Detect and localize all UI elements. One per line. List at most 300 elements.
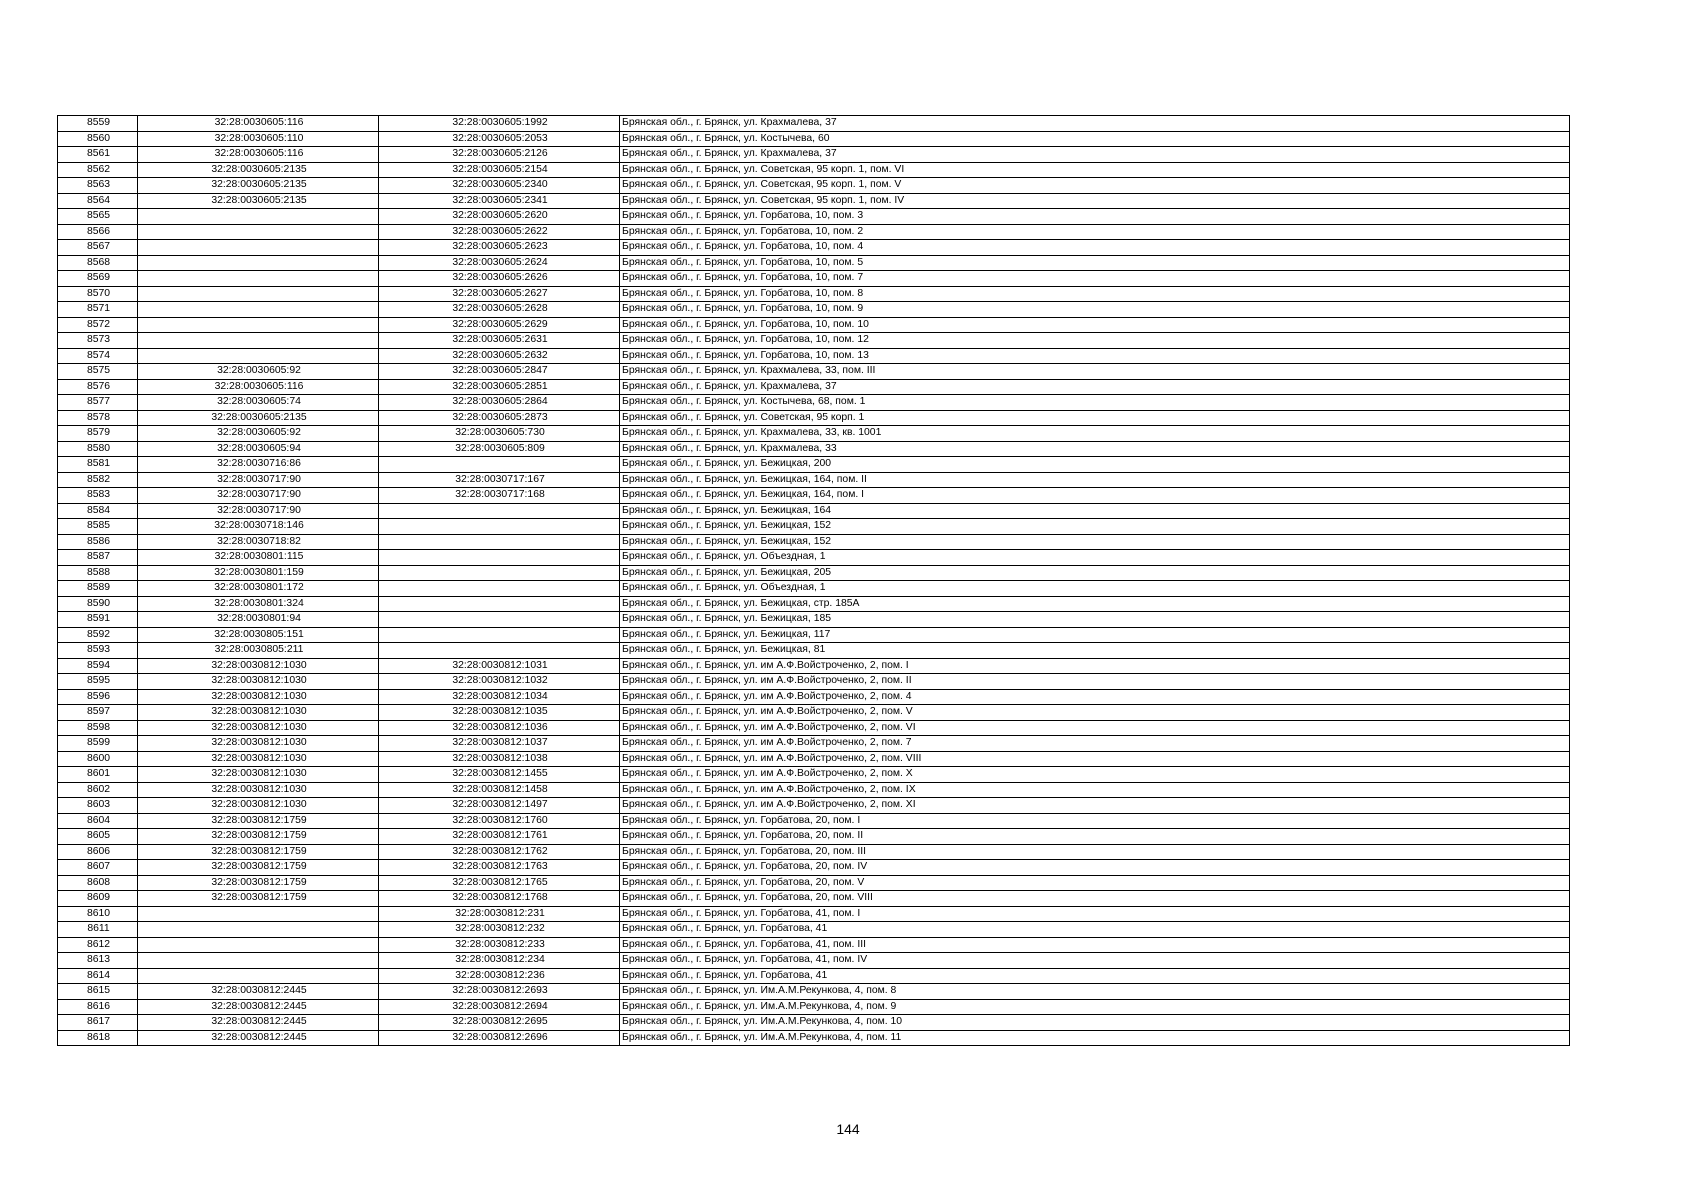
- registry-table: [57, 115, 1570, 1046]
- cadastral-number-cell: 32:28:0030812:2694: [379, 999, 620, 1015]
- address-cell: Брянская обл., г. Брянск, ул. Горбатова, 10, пом. 5: [620, 255, 1570, 271]
- address-cell: Брянская обл., г. Брянск, ул. Крахмалева, 33: [620, 441, 1570, 457]
- table-row: [58, 286, 1570, 302]
- row-number-cell: 8570: [58, 286, 138, 302]
- address-cell: Брянская обл., г. Брянск, ул. Крахмалева, 33, кв. 1001: [620, 426, 1570, 442]
- table-row: [58, 736, 1570, 752]
- row-number-cell: 8562: [58, 162, 138, 178]
- cadastral-number-cell: 32:28:0030812:1458: [379, 782, 620, 798]
- row-number-cell: 8560: [58, 131, 138, 147]
- cadastral-number-cell: 32:28:0030812:231: [379, 906, 620, 922]
- table-row: [58, 550, 1570, 566]
- table-row: [58, 379, 1570, 395]
- row-number-cell: 8599: [58, 736, 138, 752]
- cadastral-number-cell: 32:28:0030717:167: [379, 472, 620, 488]
- cadastral-number-cell: 32:28:0030812:1761: [379, 829, 620, 845]
- cadastral-number-cell: 32:28:0030605:2620: [379, 209, 620, 225]
- row-number-cell: 8603: [58, 798, 138, 814]
- row-number-cell: 8596: [58, 689, 138, 705]
- parent-cadastral-number-cell: 32:28:0030801:94: [138, 612, 379, 628]
- row-number-cell: 8602: [58, 782, 138, 798]
- cadastral-number-cell: 32:28:0030605:2154: [379, 162, 620, 178]
- row-number-cell: 8566: [58, 224, 138, 240]
- parent-cadastral-number-cell: [138, 209, 379, 225]
- parent-cadastral-number-cell: [138, 333, 379, 349]
- table-row: [58, 751, 1570, 767]
- address-cell: Брянская обл., г. Брянск, ул. им А.Ф.Войстроченко, 2, пом. VIII: [620, 751, 1570, 767]
- row-number-cell: 8607: [58, 860, 138, 876]
- table-row: [58, 922, 1570, 938]
- address-cell: Брянская обл., г. Брянск, ул. им А.Ф.Войстроченко, 2, пом. 7: [620, 736, 1570, 752]
- cadastral-number-cell: 32:28:0030605:1992: [379, 116, 620, 132]
- cadastral-number-cell: 32:28:0030605:2126: [379, 147, 620, 163]
- address-cell: Брянская обл., г. Брянск, ул. им А.Ф.Войстроченко, 2, пом. I: [620, 658, 1570, 674]
- address-cell: Брянская обл., г. Брянск, ул. Им.А.М.Рекункова, 4, пом. 10: [620, 1015, 1570, 1031]
- address-cell: Брянская обл., г. Брянск, ул. Объездная, 1: [620, 550, 1570, 566]
- table-row: [58, 472, 1570, 488]
- cadastral-number-cell: 32:28:0030812:1497: [379, 798, 620, 814]
- address-cell: Брянская обл., г. Брянск, ул. Советская, 95 корп. 1: [620, 410, 1570, 426]
- table-row: [58, 255, 1570, 271]
- row-number-cell: 8609: [58, 891, 138, 907]
- table-row: [58, 658, 1570, 674]
- row-number-cell: 8589: [58, 581, 138, 597]
- parent-cadastral-number-cell: 32:28:0030801:159: [138, 565, 379, 581]
- cadastral-number-cell: [379, 550, 620, 566]
- address-cell: Брянская обл., г. Брянск, ул. Горбатова, 41, пом. IV: [620, 953, 1570, 969]
- row-number-cell: 8610: [58, 906, 138, 922]
- parent-cadastral-number-cell: 32:28:0030716:86: [138, 457, 379, 473]
- parent-cadastral-number-cell: [138, 286, 379, 302]
- parent-cadastral-number-cell: 32:28:0030801:324: [138, 596, 379, 612]
- table-row: [58, 627, 1570, 643]
- row-number-cell: 8618: [58, 1030, 138, 1046]
- parent-cadastral-number-cell: 32:28:0030605:116: [138, 116, 379, 132]
- table-row: [58, 519, 1570, 535]
- parent-cadastral-number-cell: 32:28:0030805:151: [138, 627, 379, 643]
- parent-cadastral-number-cell: 32:28:0030801:172: [138, 581, 379, 597]
- cadastral-number-cell: 32:28:0030605:2053: [379, 131, 620, 147]
- cadastral-number-cell: 32:28:0030812:1031: [379, 658, 620, 674]
- address-cell: Брянская обл., г. Брянск, ул. Горбатова, 10, пом. 3: [620, 209, 1570, 225]
- parent-cadastral-number-cell: 32:28:0030812:1030: [138, 674, 379, 690]
- parent-cadastral-number-cell: 32:28:0030605:116: [138, 147, 379, 163]
- cadastral-number-cell: 32:28:0030812:1034: [379, 689, 620, 705]
- table-row: [58, 782, 1570, 798]
- cadastral-number-cell: [379, 612, 620, 628]
- parent-cadastral-number-cell: 32:28:0030605:92: [138, 364, 379, 380]
- table-row: [58, 162, 1570, 178]
- table-row: [58, 441, 1570, 457]
- cadastral-number-cell: 32:28:0030812:1038: [379, 751, 620, 767]
- row-number-cell: 8597: [58, 705, 138, 721]
- parent-cadastral-number-cell: 32:28:0030812:1030: [138, 736, 379, 752]
- address-cell: Брянская обл., г. Брянск, ул. Горбатова, 10, пом. 9: [620, 302, 1570, 318]
- row-number-cell: 8574: [58, 348, 138, 364]
- row-number-cell: 8561: [58, 147, 138, 163]
- cadastral-number-cell: [379, 534, 620, 550]
- row-number-cell: 8569: [58, 271, 138, 287]
- row-number-cell: 8608: [58, 875, 138, 891]
- row-number-cell: 8582: [58, 472, 138, 488]
- address-cell: Брянская обл., г. Брянск, ул. Бежицкая, 205: [620, 565, 1570, 581]
- table-row: [58, 984, 1570, 1000]
- row-number-cell: 8581: [58, 457, 138, 473]
- cadastral-number-cell: 32:28:0030605:2628: [379, 302, 620, 318]
- address-cell: Брянская обл., г. Брянск, ул. Костычева, 60: [620, 131, 1570, 147]
- table-row: [58, 395, 1570, 411]
- table-row: [58, 767, 1570, 783]
- table-row: [58, 209, 1570, 225]
- row-number-cell: 8584: [58, 503, 138, 519]
- parent-cadastral-number-cell: 32:28:0030812:1759: [138, 860, 379, 876]
- parent-cadastral-number-cell: [138, 317, 379, 333]
- table-row: [58, 503, 1570, 519]
- parent-cadastral-number-cell: 32:28:0030812:1030: [138, 798, 379, 814]
- address-cell: Брянская обл., г. Брянск, ул. Бежицкая, 81: [620, 643, 1570, 659]
- row-number-cell: 8564: [58, 193, 138, 209]
- row-number-cell: 8575: [58, 364, 138, 380]
- parent-cadastral-number-cell: 32:28:0030718:146: [138, 519, 379, 535]
- address-cell: Брянская обл., г. Брянск, ул. Горбатова, 10, пом. 8: [620, 286, 1570, 302]
- address-cell: Брянская обл., г. Брянск, ул. Горбатова, 10, пом. 12: [620, 333, 1570, 349]
- address-cell: Брянская обл., г. Брянск, ул. Горбатова, 20, пом. V: [620, 875, 1570, 891]
- address-cell: Брянская обл., г. Брянск, ул. Горбатова, 10, пом. 13: [620, 348, 1570, 364]
- parent-cadastral-number-cell: 32:28:0030717:90: [138, 472, 379, 488]
- table-row: [58, 999, 1570, 1015]
- address-cell: Брянская обл., г. Брянск, ул. им А.Ф.Войстроченко, 2, пом. VI: [620, 720, 1570, 736]
- parent-cadastral-number-cell: 32:28:0030812:1030: [138, 751, 379, 767]
- table-row: [58, 643, 1570, 659]
- parent-cadastral-number-cell: 32:28:0030605:92: [138, 426, 379, 442]
- address-cell: Брянская обл., г. Брянск, ул. Горбатова, 20, пом. VIII: [620, 891, 1570, 907]
- address-cell: Брянская обл., г. Брянск, ул. им А.Ф.Войстроченко, 2, пом. 4: [620, 689, 1570, 705]
- row-number-cell: 8594: [58, 658, 138, 674]
- address-cell: Брянская обл., г. Брянск, ул. им А.Ф.Войстроченко, 2, пом. V: [620, 705, 1570, 721]
- parent-cadastral-number-cell: 32:28:0030717:90: [138, 503, 379, 519]
- cadastral-number-cell: 32:28:0030812:1037: [379, 736, 620, 752]
- table-row: [58, 488, 1570, 504]
- address-cell: Брянская обл., г. Брянск, ул. Крахмалева, 37: [620, 379, 1570, 395]
- table-row: [58, 116, 1570, 132]
- address-cell: Брянская обл., г. Брянск, ул. Бежицкая, 185: [620, 612, 1570, 628]
- parent-cadastral-number-cell: 32:28:0030605:110: [138, 131, 379, 147]
- row-number-cell: 8559: [58, 116, 138, 132]
- table-row: [58, 875, 1570, 891]
- table-row: [58, 705, 1570, 721]
- address-cell: Брянская обл., г. Брянск, ул. Бежицкая, 152: [620, 534, 1570, 550]
- row-number-cell: 8572: [58, 317, 138, 333]
- parent-cadastral-number-cell: 32:28:0030812:1030: [138, 767, 379, 783]
- parent-cadastral-number-cell: [138, 348, 379, 364]
- row-number-cell: 8606: [58, 844, 138, 860]
- cadastral-number-cell: 32:28:0030812:1032: [379, 674, 620, 690]
- table-row: [58, 689, 1570, 705]
- address-cell: Брянская обл., г. Брянск, ул. Горбатова, 41: [620, 922, 1570, 938]
- parent-cadastral-number-cell: 32:28:0030812:1030: [138, 720, 379, 736]
- parent-cadastral-number-cell: 32:28:0030812:1030: [138, 705, 379, 721]
- cadastral-number-cell: 32:28:0030605:2629: [379, 317, 620, 333]
- parent-cadastral-number-cell: 32:28:0030812:2445: [138, 984, 379, 1000]
- cadastral-number-cell: 32:28:0030605:2622: [379, 224, 620, 240]
- parent-cadastral-number-cell: [138, 255, 379, 271]
- cadastral-number-cell: 32:28:0030812:2695: [379, 1015, 620, 1031]
- address-cell: Брянская обл., г. Брянск, ул. Советская, 95 корп. 1, пом. V: [620, 178, 1570, 194]
- row-number-cell: 8601: [58, 767, 138, 783]
- cadastral-number-cell: [379, 519, 620, 535]
- parent-cadastral-number-cell: 32:28:0030812:1759: [138, 829, 379, 845]
- address-cell: Брянская обл., г. Брянск, ул. им А.Ф.Войстроченко, 2, пом. XI: [620, 798, 1570, 814]
- row-number-cell: 8580: [58, 441, 138, 457]
- parent-cadastral-number-cell: 32:28:0030605:2135: [138, 178, 379, 194]
- table-row: [58, 798, 1570, 814]
- row-number-cell: 8583: [58, 488, 138, 504]
- table-row: [58, 581, 1570, 597]
- row-number-cell: 8563: [58, 178, 138, 194]
- cadastral-number-cell: 32:28:0030812:232: [379, 922, 620, 938]
- row-number-cell: 8616: [58, 999, 138, 1015]
- table-row: [58, 565, 1570, 581]
- parent-cadastral-number-cell: 32:28:0030801:115: [138, 550, 379, 566]
- registry-table-body: [58, 116, 1570, 1046]
- parent-cadastral-number-cell: [138, 224, 379, 240]
- row-number-cell: 8586: [58, 534, 138, 550]
- address-cell: Брянская обл., г. Брянск, ул. Объездная, 1: [620, 581, 1570, 597]
- cadastral-number-cell: 32:28:0030812:236: [379, 968, 620, 984]
- table-row: [58, 720, 1570, 736]
- row-number-cell: 8604: [58, 813, 138, 829]
- row-number-cell: 8598: [58, 720, 138, 736]
- address-cell: Брянская обл., г. Брянск, ул. Горбатова, 41, пом. III: [620, 937, 1570, 953]
- cadastral-number-cell: 32:28:0030812:233: [379, 937, 620, 953]
- table-row: [58, 426, 1570, 442]
- address-cell: Брянская обл., г. Брянск, ул. Горбатова, 20, пом. III: [620, 844, 1570, 860]
- address-cell: Брянская обл., г. Брянск, ул. Им.А.М.Рекункова, 4, пом. 9: [620, 999, 1570, 1015]
- table-row: [58, 333, 1570, 349]
- table-row: [58, 457, 1570, 473]
- cadastral-number-cell: [379, 596, 620, 612]
- table-row: [58, 829, 1570, 845]
- table-row: [58, 240, 1570, 256]
- row-number-cell: 8612: [58, 937, 138, 953]
- table-row: [58, 410, 1570, 426]
- address-cell: Брянская обл., г. Брянск, ул. Горбатова, 20, пом. I: [620, 813, 1570, 829]
- cadastral-number-cell: 32:28:0030812:234: [379, 953, 620, 969]
- cadastral-number-cell: [379, 457, 620, 473]
- cadastral-number-cell: 32:28:0030812:2696: [379, 1030, 620, 1046]
- parent-cadastral-number-cell: 32:28:0030812:2445: [138, 999, 379, 1015]
- address-cell: Брянская обл., г. Брянск, ул. им А.Ф.Войстроченко, 2, пом. X: [620, 767, 1570, 783]
- table-row: [58, 178, 1570, 194]
- cadastral-number-cell: 32:28:0030812:1035: [379, 705, 620, 721]
- parent-cadastral-number-cell: 32:28:0030605:74: [138, 395, 379, 411]
- parent-cadastral-number-cell: 32:28:0030812:2445: [138, 1030, 379, 1046]
- parent-cadastral-number-cell: [138, 968, 379, 984]
- table-row: [58, 224, 1570, 240]
- table-row: [58, 968, 1570, 984]
- parent-cadastral-number-cell: 32:28:0030717:90: [138, 488, 379, 504]
- row-number-cell: 8565: [58, 209, 138, 225]
- address-cell: Брянская обл., г. Брянск, ул. Им.А.М.Рекункова, 4, пом. 8: [620, 984, 1570, 1000]
- cadastral-number-cell: 32:28:0030605:2623: [379, 240, 620, 256]
- cadastral-number-cell: 32:28:0030605:2847: [379, 364, 620, 380]
- cadastral-number-cell: [379, 503, 620, 519]
- row-number-cell: 8573: [58, 333, 138, 349]
- row-number-cell: 8588: [58, 565, 138, 581]
- address-cell: Брянская обл., г. Брянск, ул. Горбатова, 41, пом. I: [620, 906, 1570, 922]
- table-row: [58, 596, 1570, 612]
- table-row: [58, 271, 1570, 287]
- address-cell: Брянская обл., г. Брянск, ул. им А.Ф.Войстроченко, 2, пом. IX: [620, 782, 1570, 798]
- row-number-cell: 8578: [58, 410, 138, 426]
- parent-cadastral-number-cell: 32:28:0030805:211: [138, 643, 379, 659]
- row-number-cell: 8567: [58, 240, 138, 256]
- address-cell: Брянская обл., г. Брянск, ул. Горбатова, 20, пом. IV: [620, 860, 1570, 876]
- page-number: 144: [836, 1121, 860, 1137]
- table-row: [58, 953, 1570, 969]
- address-cell: Брянская обл., г. Брянск, ул. Крахмалева, 37: [620, 116, 1570, 132]
- table-row: [58, 317, 1570, 333]
- cadastral-number-cell: [379, 565, 620, 581]
- cadastral-number-cell: 32:28:0030717:168: [379, 488, 620, 504]
- address-cell: Брянская обл., г. Брянск, ул. им А.Ф.Войстроченко, 2, пом. II: [620, 674, 1570, 690]
- cadastral-number-cell: 32:28:0030605:730: [379, 426, 620, 442]
- parent-cadastral-number-cell: 32:28:0030812:1759: [138, 844, 379, 860]
- parent-cadastral-number-cell: 32:28:0030605:2135: [138, 193, 379, 209]
- table-row: [58, 860, 1570, 876]
- cadastral-number-cell: 32:28:0030812:1765: [379, 875, 620, 891]
- table-row: [58, 891, 1570, 907]
- table-row: [58, 131, 1570, 147]
- cadastral-number-cell: 32:28:0030812:1762: [379, 844, 620, 860]
- parent-cadastral-number-cell: [138, 937, 379, 953]
- table-row: [58, 813, 1570, 829]
- parent-cadastral-number-cell: 32:28:0030605:116: [138, 379, 379, 395]
- row-number-cell: 8615: [58, 984, 138, 1000]
- row-number-cell: 8585: [58, 519, 138, 535]
- cadastral-number-cell: 32:28:0030605:2851: [379, 379, 620, 395]
- table-row: [58, 348, 1570, 364]
- parent-cadastral-number-cell: [138, 922, 379, 938]
- address-cell: Брянская обл., г. Брянск, ул. Горбатова, 41: [620, 968, 1570, 984]
- cadastral-number-cell: 32:28:0030812:2693: [379, 984, 620, 1000]
- address-cell: Брянская обл., г. Брянск, ул. Бежицкая, 164, пом. II: [620, 472, 1570, 488]
- cadastral-number-cell: 32:28:0030605:2627: [379, 286, 620, 302]
- parent-cadastral-number-cell: 32:28:0030605:94: [138, 441, 379, 457]
- parent-cadastral-number-cell: 32:28:0030605:2135: [138, 162, 379, 178]
- parent-cadastral-number-cell: [138, 240, 379, 256]
- address-cell: Брянская обл., г. Брянск, ул. Бежицкая, 164: [620, 503, 1570, 519]
- address-cell: Брянская обл., г. Брянск, ул. Крахмалева, 37: [620, 147, 1570, 163]
- cadastral-number-cell: 32:28:0030812:1768: [379, 891, 620, 907]
- cadastral-number-cell: 32:28:0030605:2341: [379, 193, 620, 209]
- row-number-cell: 8587: [58, 550, 138, 566]
- table-row: [58, 674, 1570, 690]
- cadastral-number-cell: 32:28:0030605:2626: [379, 271, 620, 287]
- row-number-cell: 8590: [58, 596, 138, 612]
- parent-cadastral-number-cell: [138, 953, 379, 969]
- address-cell: Брянская обл., г. Брянск, ул. Бежицкая, 200: [620, 457, 1570, 473]
- parent-cadastral-number-cell: 32:28:0030718:82: [138, 534, 379, 550]
- address-cell: Брянская обл., г. Брянск, ул. Бежицкая, 117: [620, 627, 1570, 643]
- row-number-cell: 8613: [58, 953, 138, 969]
- row-number-cell: 8614: [58, 968, 138, 984]
- parent-cadastral-number-cell: 32:28:0030812:1759: [138, 813, 379, 829]
- address-cell: Брянская обл., г. Брянск, ул. Горбатова, 10, пом. 7: [620, 271, 1570, 287]
- table-row: [58, 302, 1570, 318]
- parent-cadastral-number-cell: 32:28:0030812:1759: [138, 891, 379, 907]
- address-cell: Брянская обл., г. Брянск, ул. Горбатова, 20, пом. II: [620, 829, 1570, 845]
- row-number-cell: 8571: [58, 302, 138, 318]
- cadastral-number-cell: [379, 643, 620, 659]
- row-number-cell: 8579: [58, 426, 138, 442]
- address-cell: Брянская обл., г. Брянск, ул. Костычева, 68, пом. 1: [620, 395, 1570, 411]
- parent-cadastral-number-cell: [138, 271, 379, 287]
- address-cell: Брянская обл., г. Брянск, ул. Им.А.М.Рекункова, 4, пом. 11: [620, 1030, 1570, 1046]
- parent-cadastral-number-cell: 32:28:0030605:2135: [138, 410, 379, 426]
- cadastral-number-cell: 32:28:0030605:2873: [379, 410, 620, 426]
- cadastral-number-cell: 32:28:0030605:2631: [379, 333, 620, 349]
- row-number-cell: 8595: [58, 674, 138, 690]
- cadastral-number-cell: 32:28:0030812:1760: [379, 813, 620, 829]
- row-number-cell: 8600: [58, 751, 138, 767]
- parent-cadastral-number-cell: 32:28:0030812:1759: [138, 875, 379, 891]
- address-cell: Брянская обл., г. Брянск, ул. Горбатова, 10, пом. 2: [620, 224, 1570, 240]
- row-number-cell: 8593: [58, 643, 138, 659]
- table-row: [58, 937, 1570, 953]
- cadastral-number-cell: [379, 627, 620, 643]
- row-number-cell: 8617: [58, 1015, 138, 1031]
- parent-cadastral-number-cell: [138, 906, 379, 922]
- address-cell: Брянская обл., г. Брянск, ул. Крахмалева, 33, пом. III: [620, 364, 1570, 380]
- cadastral-number-cell: 32:28:0030605:2624: [379, 255, 620, 271]
- address-cell: Брянская обл., г. Брянск, ул. Советская, 95 корп. 1, пом. VI: [620, 162, 1570, 178]
- parent-cadastral-number-cell: 32:28:0030812:2445: [138, 1015, 379, 1031]
- table-row: [58, 1015, 1570, 1031]
- cadastral-number-cell: 32:28:0030812:1036: [379, 720, 620, 736]
- cadastral-number-cell: 32:28:0030605:2632: [379, 348, 620, 364]
- row-number-cell: 8591: [58, 612, 138, 628]
- table-row: [58, 906, 1570, 922]
- cadastral-number-cell: 32:28:0030605:2340: [379, 178, 620, 194]
- row-number-cell: 8611: [58, 922, 138, 938]
- row-number-cell: 8577: [58, 395, 138, 411]
- address-cell: Брянская обл., г. Брянск, ул. Горбатова, 10, пом. 10: [620, 317, 1570, 333]
- cadastral-number-cell: 32:28:0030605:809: [379, 441, 620, 457]
- cadastral-number-cell: 32:28:0030605:2864: [379, 395, 620, 411]
- cadastral-number-cell: [379, 581, 620, 597]
- parent-cadastral-number-cell: 32:28:0030812:1030: [138, 782, 379, 798]
- table-row: [58, 147, 1570, 163]
- table-row: [58, 612, 1570, 628]
- address-cell: Брянская обл., г. Брянск, ул. Бежицкая, 152: [620, 519, 1570, 535]
- row-number-cell: 8568: [58, 255, 138, 271]
- table-row: [58, 844, 1570, 860]
- address-cell: Брянская обл., г. Брянск, ул. Бежицкая, 164, пом. I: [620, 488, 1570, 504]
- address-cell: Брянская обл., г. Брянск, ул. Бежицкая, стр. 185А: [620, 596, 1570, 612]
- row-number-cell: 8605: [58, 829, 138, 845]
- parent-cadastral-number-cell: 32:28:0030812:1030: [138, 689, 379, 705]
- parent-cadastral-number-cell: 32:28:0030812:1030: [138, 658, 379, 674]
- address-cell: Брянская обл., г. Брянск, ул. Горбатова, 10, пом. 4: [620, 240, 1570, 256]
- row-number-cell: 8576: [58, 379, 138, 395]
- table-row: [58, 193, 1570, 209]
- table-row: [58, 364, 1570, 380]
- parent-cadastral-number-cell: [138, 302, 379, 318]
- address-cell: Брянская обл., г. Брянск, ул. Советская, 95 корп. 1, пом. IV: [620, 193, 1570, 209]
- table-row: [58, 534, 1570, 550]
- row-number-cell: 8592: [58, 627, 138, 643]
